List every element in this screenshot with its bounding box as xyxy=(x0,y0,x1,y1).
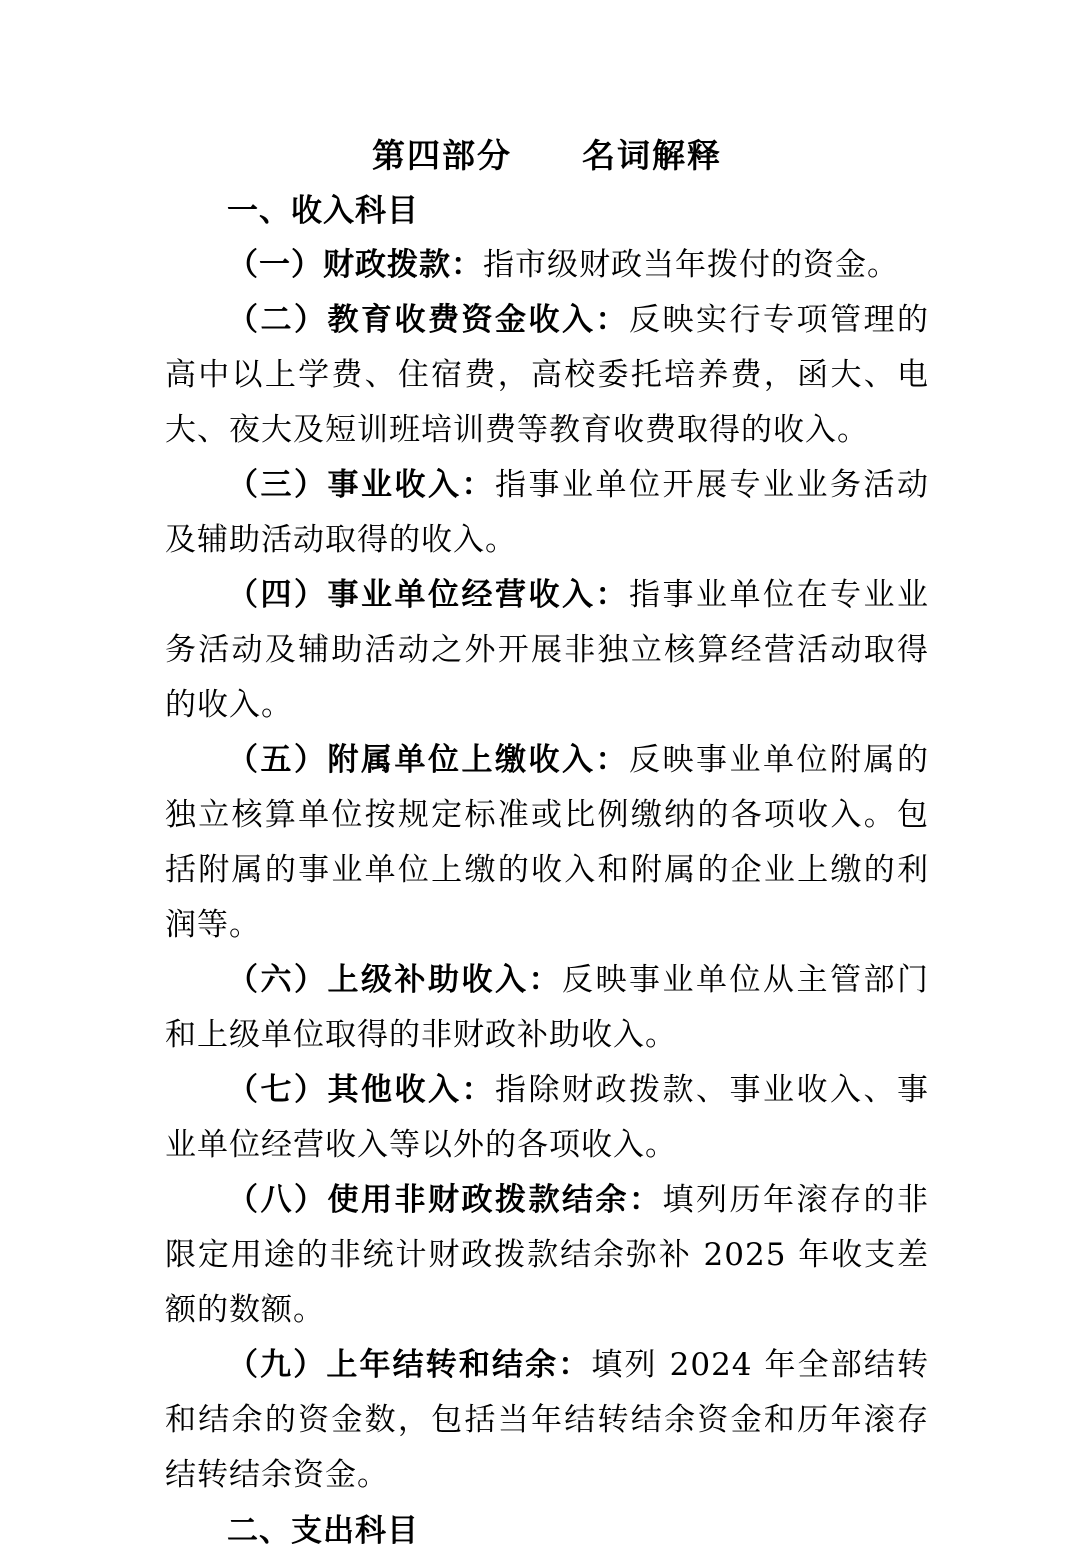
term-label: （五）附属单位上缴收入： xyxy=(227,742,629,778)
term-label: （二）教育收费资金收入： xyxy=(227,302,629,338)
definition-paragraph xyxy=(165,458,929,568)
definition-paragraph xyxy=(165,293,929,458)
term-label: （三）事业收入： xyxy=(227,467,495,503)
definition-paragraph xyxy=(165,568,929,733)
term-label: （九）上年结转和结余： xyxy=(227,1347,592,1383)
term-label: （七）其他收入： xyxy=(227,1072,495,1108)
term-definition: 指事业单位开展专业业务活动及辅助活动取得的收入。 xyxy=(165,467,929,558)
definition-paragraph xyxy=(165,733,929,953)
term-definition: 填列 2024 年全部结转和结余的资金数，包括当年结转结余资金和历年滚存结转结余资金。 xyxy=(165,1347,929,1493)
definition-paragraph xyxy=(165,1063,929,1173)
section-heading-income: 一、收入科目 xyxy=(227,193,419,228)
term-definition: 指除财政拨款、事业收入、事业单位经营收入等以外的各项收入。 xyxy=(165,1072,929,1163)
term-label: （六）上级补助收入： xyxy=(227,962,562,998)
term-label: （一）财政拨款： xyxy=(227,247,483,283)
term-definition: 指事业单位在专业业务活动及辅助活动之外开展非独立核算经营活动取得的收入。 xyxy=(165,577,929,723)
definition-paragraph xyxy=(165,1173,929,1338)
term-definition: 反映事业单位附属的独立核算单位按规定标准或比例缴纳的各项收入。包括附属的事业单位上缴的收入和附属的企业上缴的利润等。 xyxy=(165,742,929,943)
term-label: （八）使用非财政拨款结余： xyxy=(227,1182,663,1218)
term-definition: 填列历年滚存的非限定用途的非统计财政拨款结余弥补 2025 年收支差额的数额。 xyxy=(165,1182,929,1328)
section-heading-expenditure: 二、支出科目 xyxy=(227,1513,419,1548)
term-definition: 指市级财政当年拨付的资金。 xyxy=(483,247,899,283)
term-definition: 反映实行专项管理的高中以上学费、住宿费，高校委托培养费，函大、电大、夜大及短训班培训费等教育收费取得的收入。 xyxy=(165,302,929,448)
definition-paragraph xyxy=(165,1338,929,1503)
definition-paragraph xyxy=(165,953,929,1063)
term-label: （四）事业单位经营收入： xyxy=(227,577,629,613)
term-definition: 反映事业单位从主管部门和上级单位取得的非财政补助收入。 xyxy=(165,962,929,1053)
page-title: 第四部分 名词解释 xyxy=(372,137,722,174)
definition-paragraph xyxy=(165,238,929,293)
